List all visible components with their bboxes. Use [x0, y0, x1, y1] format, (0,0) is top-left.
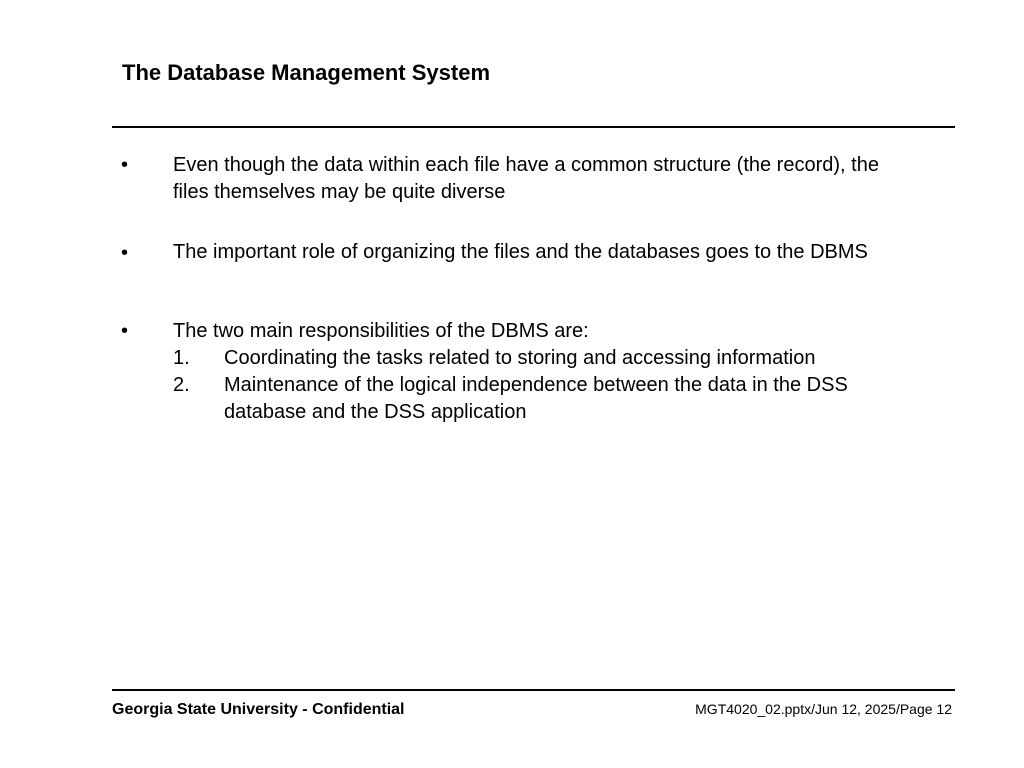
footer-organization: Georgia State University - Confidential [112, 701, 405, 718]
footer-divider [112, 689, 955, 691]
numbered-item [0, 345, 1024, 372]
bullet-dot: • [121, 320, 129, 342]
item-number: 2. [173, 374, 190, 396]
numbered-sublist [0, 345, 1024, 426]
slide-title: The Database Management System [122, 60, 491, 85]
bullet-text: The important role of organizing the files and the databases goes to the DBMS [173, 241, 868, 263]
bullet-dot: • [121, 154, 129, 176]
item-text: Coordinating the tasks related to storing and accessing information [224, 347, 816, 369]
footer-page-info: MGT4020_02.pptx/Jun 12, 2025/Page 12 [695, 701, 952, 717]
bullet-dot: • [121, 242, 129, 264]
title-divider [112, 126, 955, 128]
item-text: Maintenance of the logical independence between the data in the DSS database and the DSS application [224, 374, 848, 423]
bullet-text: The two main responsibilities of the DBMS are: [173, 320, 589, 342]
numbered-item [0, 372, 1024, 426]
item-number: 1. [173, 347, 190, 369]
bullet-text: Even though the data within each file have a common structure (the record), the files themselves may be quite diverse [173, 154, 879, 203]
